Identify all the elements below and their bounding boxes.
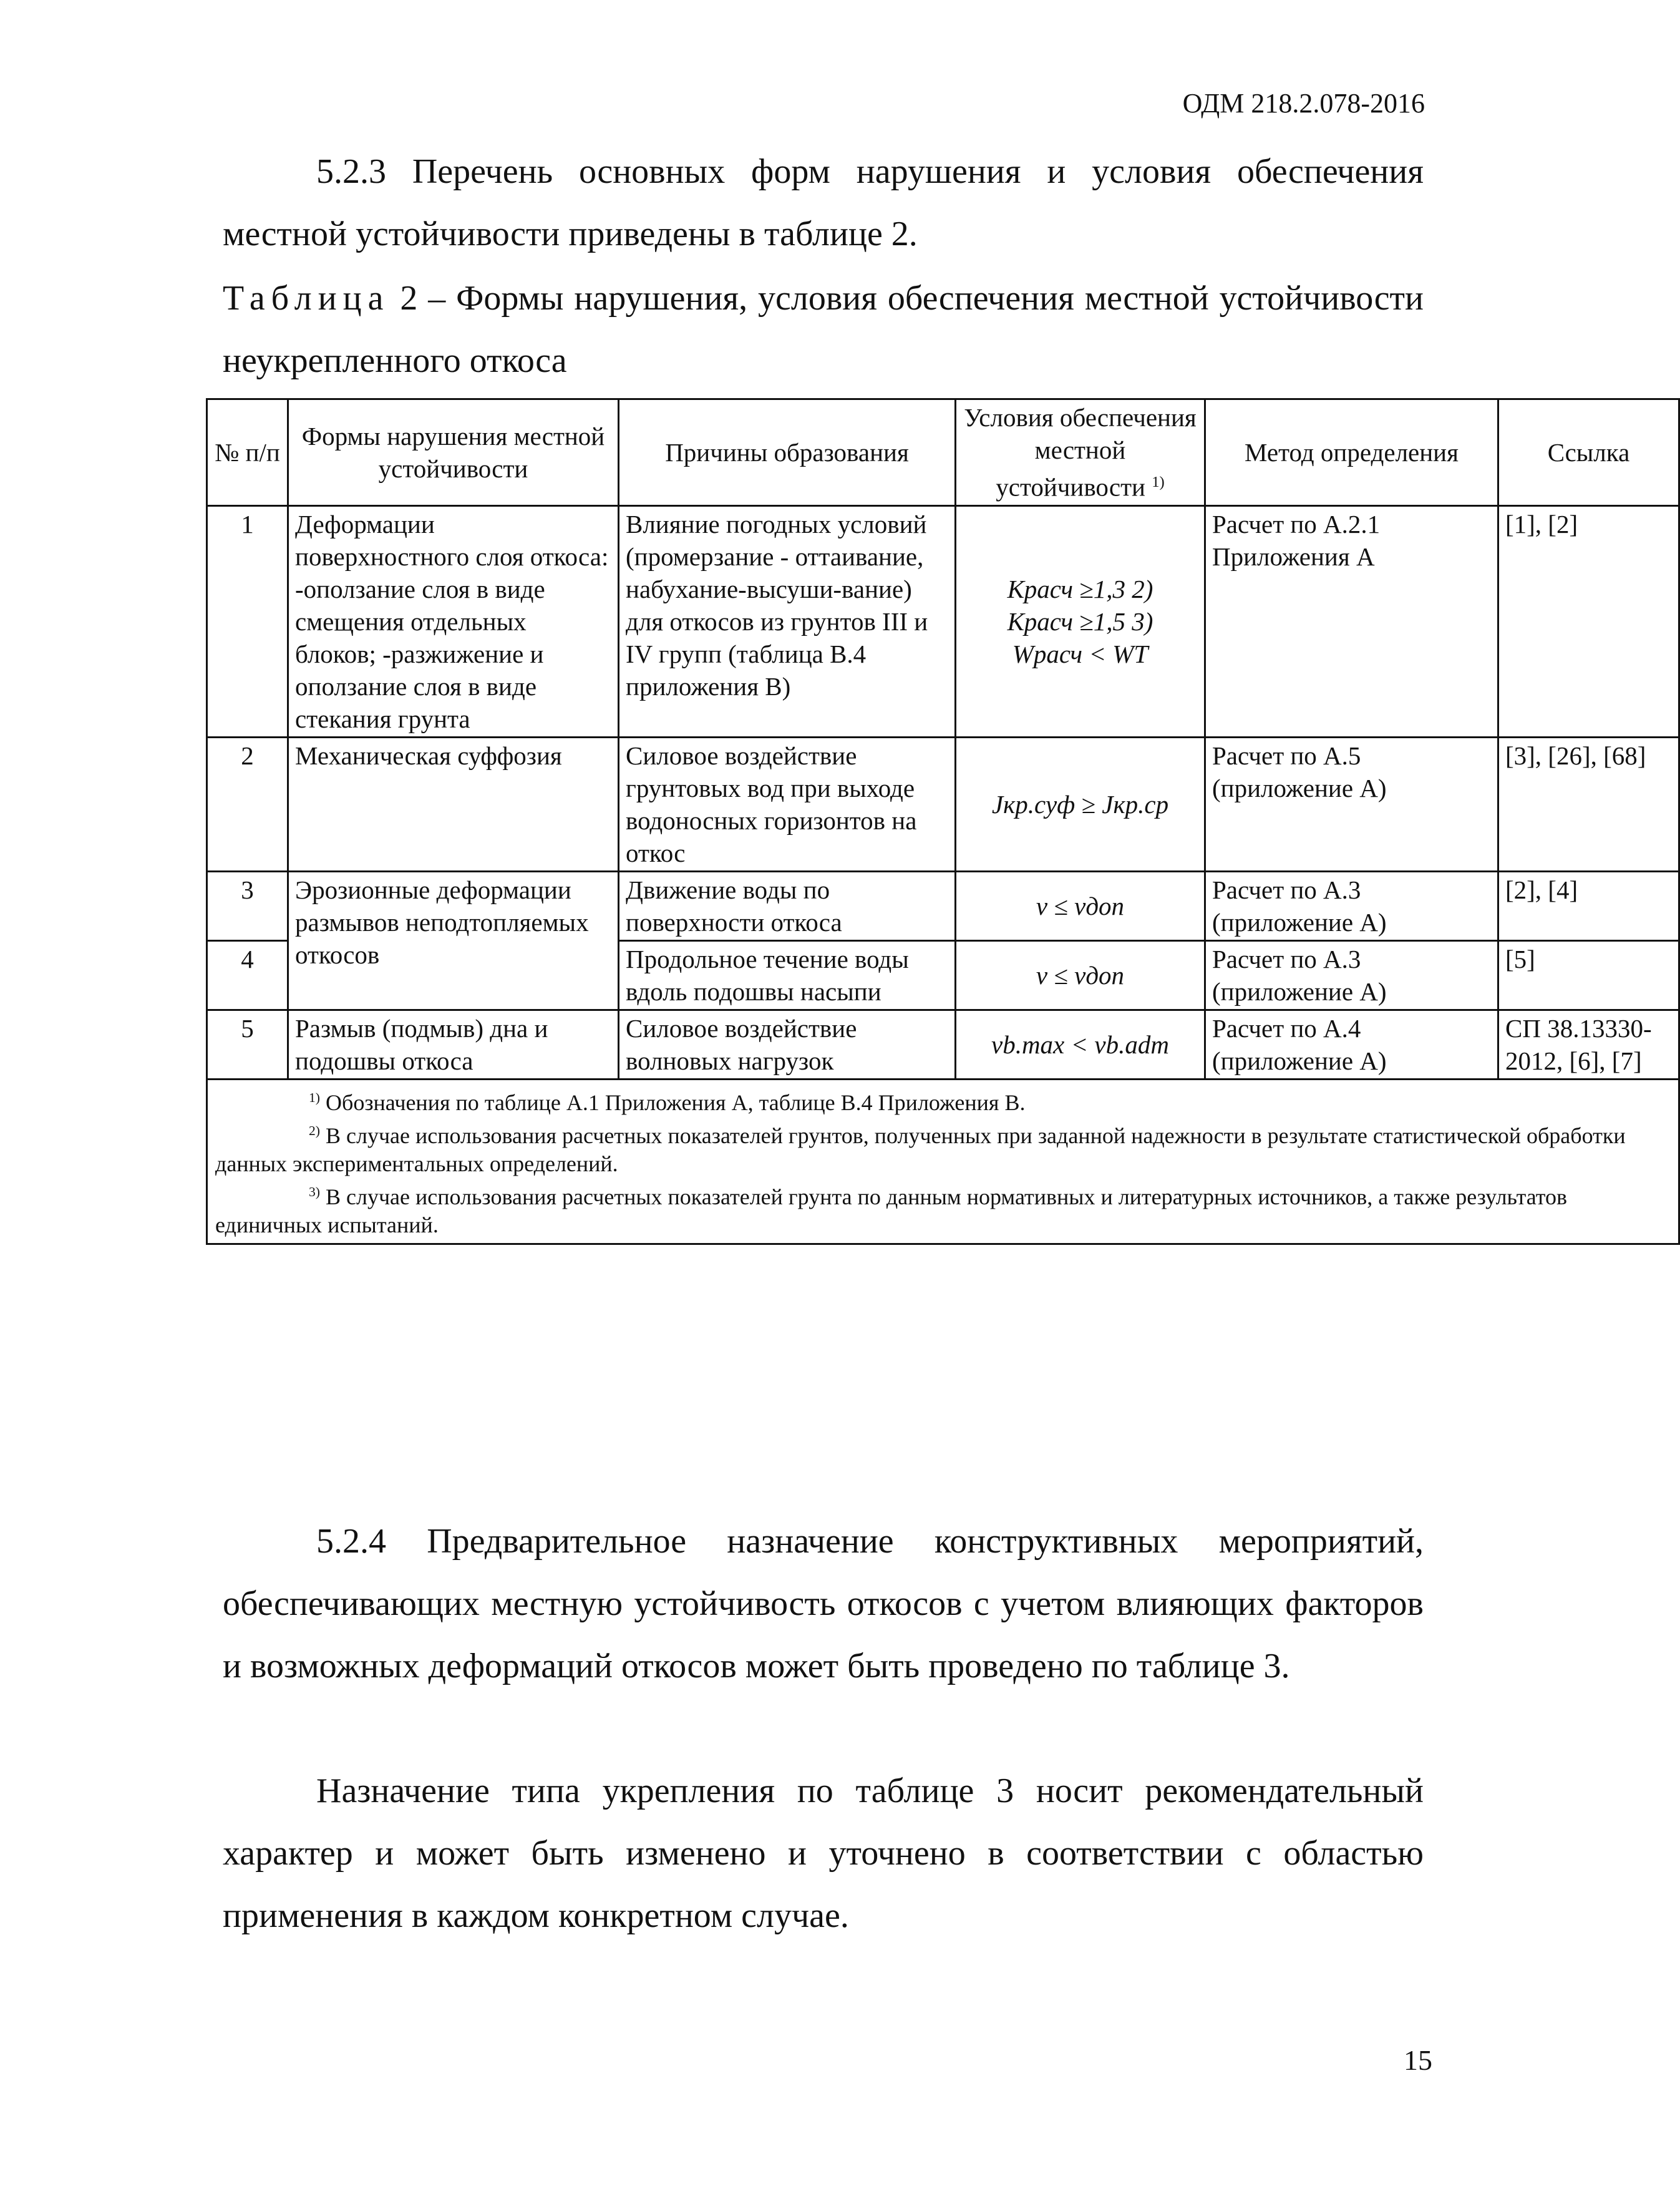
row-forms: Размыв (подмыв) дна и подошвы откоса [288,1010,619,1079]
table-row [207,1010,1679,1079]
row-conditions [956,871,1205,940]
formula: v ≤ vдоп [1036,891,1125,920]
row-ref: [3], [26], [68] [1498,737,1679,871]
row-conditions [956,737,1205,871]
paragraph-5-2-3: 5.2.3 Перечень основных форм нарушения и условия обеспечения местной устойчивости приведены в таблице 2. [223,152,1424,253]
row-num: 4 [207,940,288,1010]
footnote: $^{2)}$ В случае использования расчетных показателей грунтов, полученных при заданной надежности в результате статистической обработки данных экспериментальных определений. [215,1123,1626,1176]
table-row [207,871,1679,940]
header-ref: Ссылка [1498,399,1679,506]
row-ref: [1], [2] [1498,505,1679,737]
row-method: Расчет по А.3 (приложение А) [1205,871,1498,940]
table-footnotes [207,1079,1679,1244]
page-number: 15 [1404,2044,1432,2076]
row-causes: Силовое воздействие грунтовых вод при выходе водоносных горизонтов на откос [619,737,956,871]
row-causes: Влияние погодных условий (промерзание - оттаивание, набухание-высуши-вание) для откосов из грунтов III и IV групп (таблица В.4 приложения В) [619,505,956,737]
row-conditions [956,1010,1205,1079]
row-ref: [5] [1498,940,1679,1010]
table-2 [206,398,1680,1245]
footnote: $^{3)}$ В случае использования расчетных показателей грунта по данным нормативных и литературных источников, а также результатов единичных испытаний. [215,1184,1568,1237]
row-forms: Механическая суффозия [288,737,619,871]
formula: vb.max < vb.adm [991,1030,1169,1059]
row-method: Расчет по А.3 (приложение А) [1205,940,1498,1010]
formula: Jкр.суф ≥ Jкр.ср [991,789,1169,819]
table-footnotes-row [207,1079,1679,1244]
row-num: 1 [207,505,288,737]
row-num: 2 [207,737,288,871]
footnote: $^{1)}$ Обозначения по таблице А.1 Приложения А, таблице В.4 Приложения В. [309,1090,1026,1115]
row-causes: Силовое воздействие волновых нагрузок [619,1010,956,1079]
table-header-row [207,399,1679,506]
row-forms: Деформации поверхностного слоя откоса: -оползание слоя в виде смещения отдельных блоков; -разжижение и оползание слоя в виде стекания грунта [288,505,619,737]
formula: Красч ≥1,5 3) [1007,607,1153,636]
row-conditions [956,505,1205,737]
row-causes: Продольное течение воды вдоль подошвы насыпи [619,940,956,1010]
row-method: Расчет по А.5 (приложение А) [1205,737,1498,871]
formula: v ≤ vдоп [1036,960,1125,990]
row-conditions [956,940,1205,1010]
formula: Wрасч < WТ [1012,639,1148,668]
header-method: Метод определения [1205,399,1498,506]
table-row [207,505,1679,737]
row-method: Расчет по А.4 (приложение А) [1205,1010,1498,1079]
header-num: № п/п [207,399,288,506]
row-causes: Движение воды по поверхности откоса [619,871,956,940]
paragraph-5-2-4: 5.2.4 Предварительное назначение конструктивных мероприятий, обеспечивающих местную устойчивость откосов с учетом влияющих факторов и возможных деформаций откосов может быть проведено по таблице 3. [223,1522,1424,1685]
formula: Красч ≥1,3 2) [1007,574,1153,603]
paragraph-assignment: Назначение типа укрепления по таблице 3 носит рекомендательный характер и может быть изменено и уточнено в соответствии с областью применения в каждом конкретном случае. [223,1772,1424,1935]
row-num: 3 [207,871,288,940]
row-num: 5 [207,1010,288,1079]
row-ref: [2], [4] [1498,871,1679,940]
table-row [207,737,1679,871]
row-forms: Эрозионные деформации размывов неподтопляемых откосов [288,871,619,1010]
table-caption: Таблица 2 – Формы нарушения, условия обеспечения местной устойчивости неукрепленного откоса [223,279,1424,380]
document-code: ОДМ 218.2.078-2016 [1182,88,1425,119]
header-causes: Причины образования [619,399,956,506]
header-conditions: Условия обеспечения местной устойчивости $^{1)}$ [956,399,1205,506]
header-forms: Формы нарушения местной устойчивости [288,399,619,506]
row-method: Расчет по А.2.1 Приложения А [1205,505,1498,737]
row-ref: СП 38.13330-2012, [6], [7] [1498,1010,1679,1079]
